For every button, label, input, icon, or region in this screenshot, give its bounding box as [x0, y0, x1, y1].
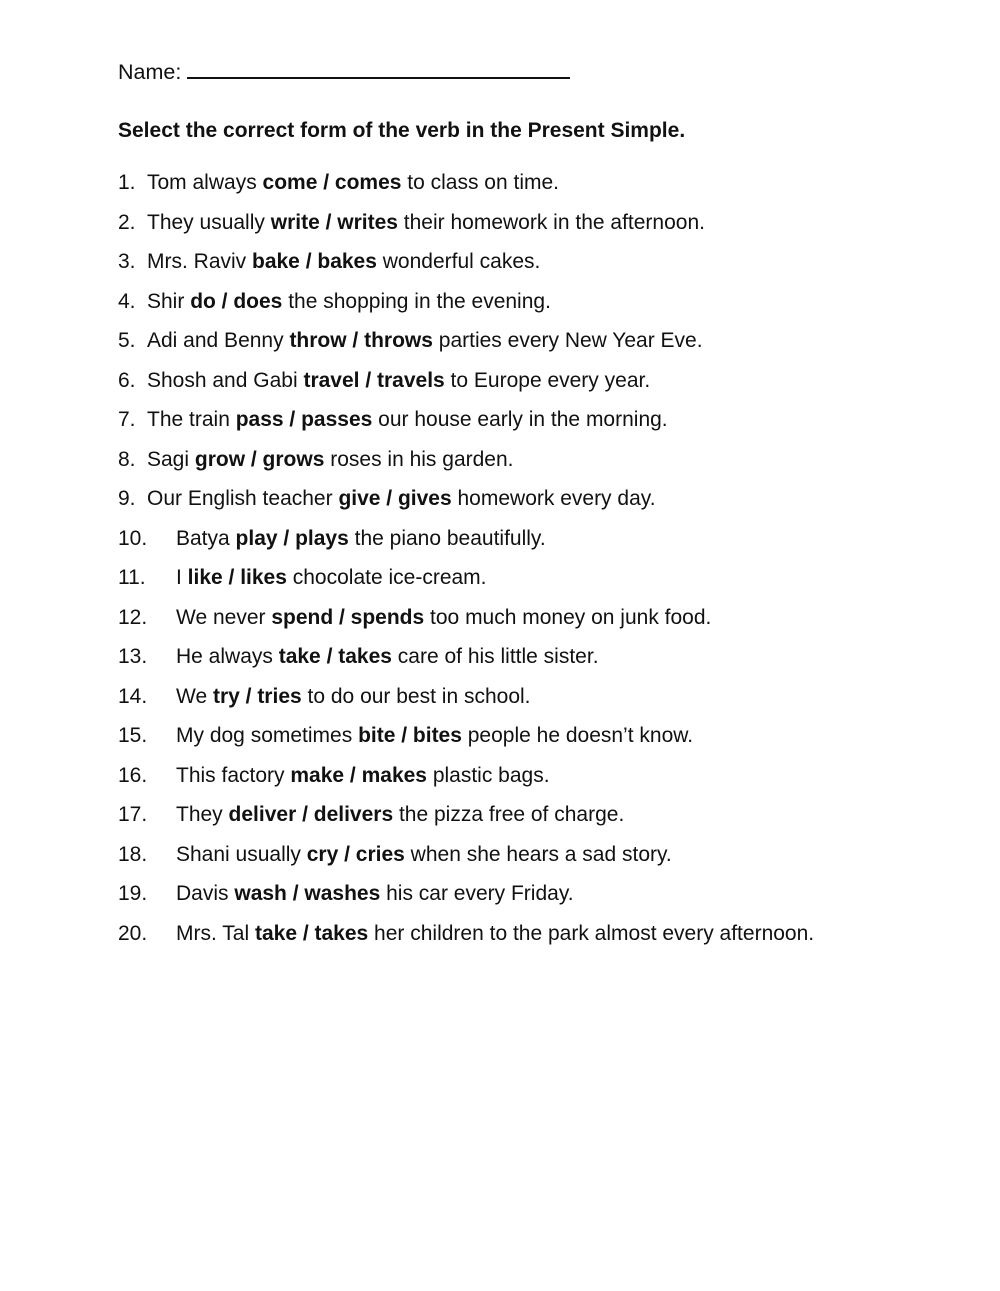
- item-number: 10.: [118, 526, 148, 550]
- verb-options[interactable]: deliver / delivers: [228, 803, 394, 826]
- exercise-item: [0, 880, 1000, 908]
- sentence-after: the piano beautifully.: [348, 526, 546, 550]
- sentence-after: plastic bags.: [426, 763, 550, 787]
- item-sentence: [147, 327, 703, 355]
- sentence-before: Mrs. Tal: [176, 921, 255, 945]
- sentence-after: when she hears a sad story.: [404, 842, 672, 866]
- exercise-item: [0, 288, 1000, 316]
- verb-options[interactable]: take / takes: [278, 645, 392, 668]
- sentence-before: I: [176, 566, 188, 589]
- exercise-item: [0, 801, 1000, 829]
- exercise-item: [0, 446, 1000, 474]
- name-blank[interactable]: [187, 57, 570, 79]
- sentence-before: Our English teacher: [147, 487, 339, 510]
- item-number: 6.: [118, 368, 136, 392]
- verb-options[interactable]: spend / spends: [271, 605, 425, 629]
- sentence-after: chocolate ice-cream.: [286, 566, 487, 589]
- item-sentence: [176, 920, 814, 948]
- verb-options[interactable]: pass / passes: [235, 408, 373, 431]
- sentence-before: Shani usually: [176, 842, 307, 866]
- sentence-before: They: [176, 803, 229, 826]
- verb-options[interactable]: like / likes: [187, 566, 287, 589]
- exercise-item: [0, 367, 1000, 395]
- sentence-before: Davis: [176, 882, 235, 905]
- sentence-after: to class on time.: [401, 171, 559, 194]
- verb-options[interactable]: do / does: [190, 289, 283, 313]
- item-sentence: [176, 762, 550, 790]
- item-sentence: [176, 841, 672, 869]
- item-sentence: [176, 643, 599, 671]
- sentence-after: too much money on junk food.: [424, 605, 712, 629]
- verb-options[interactable]: come / comes: [262, 171, 402, 194]
- item-number: 13.: [118, 645, 148, 668]
- sentence-before: Mrs. Raviv: [147, 250, 252, 273]
- verb-options[interactable]: take / takes: [254, 921, 369, 945]
- item-number: 18.: [118, 842, 148, 866]
- sentence-after: people he doesn’t know.: [461, 724, 694, 747]
- item-sentence: [147, 446, 514, 474]
- sentence-before: Tom always: [147, 171, 263, 194]
- verb-options[interactable]: play / plays: [235, 526, 349, 550]
- item-number: 3.: [118, 250, 136, 273]
- item-number: 9.: [118, 487, 136, 510]
- verb-options[interactable]: write / writes: [270, 210, 398, 234]
- item-sentence: [176, 880, 574, 908]
- item-number: 16.: [118, 763, 148, 787]
- verb-options[interactable]: bake / bakes: [252, 250, 377, 273]
- item-sentence: [147, 169, 559, 197]
- sentence-after: roses in his garden.: [324, 447, 514, 471]
- exercise-item: [0, 643, 1000, 671]
- exercise-item: [0, 604, 1000, 632]
- sentence-before: Batya: [176, 526, 236, 550]
- sentence-before: Sagi: [147, 447, 195, 471]
- verb-options[interactable]: travel / travels: [303, 368, 445, 392]
- sentence-before: My dog sometimes: [176, 724, 359, 747]
- sentence-after: their homework in the afternoon.: [397, 210, 705, 234]
- exercise-item: [0, 841, 1000, 869]
- sentence-before: They usually: [147, 210, 271, 234]
- sentence-before: Adi and Benny: [147, 329, 290, 352]
- verb-options[interactable]: give / gives: [338, 487, 452, 510]
- sentence-after: wonderful cakes.: [376, 250, 541, 273]
- sentence-after: the pizza free of charge.: [393, 803, 625, 826]
- item-sentence: [176, 801, 624, 829]
- exercise-item: [0, 327, 1000, 355]
- item-number: 15.: [118, 724, 148, 747]
- exercise-item: [0, 209, 1000, 237]
- verb-options[interactable]: try / tries: [212, 684, 302, 708]
- item-sentence: [176, 564, 487, 592]
- item-number: 11.: [118, 566, 146, 589]
- sentence-after: parties every New Year Eve.: [432, 329, 703, 352]
- item-number: 19.: [118, 882, 148, 905]
- verb-options[interactable]: bite / bites: [358, 724, 462, 747]
- sentence-before: This factory: [176, 763, 291, 787]
- sentence-before: He always: [176, 645, 279, 668]
- item-number: 12.: [118, 605, 148, 629]
- item-sentence: [176, 525, 546, 553]
- name-label: Name:: [118, 60, 182, 84]
- item-number: 5.: [118, 329, 136, 352]
- item-number: 1.: [118, 171, 136, 194]
- sentence-after: to do our best in school.: [301, 684, 531, 708]
- item-sentence: [147, 288, 551, 316]
- exercise-item: [0, 683, 1000, 711]
- sentence-after: her children to the park almost every afternoon.: [368, 921, 815, 945]
- sentence-before: We: [176, 684, 213, 708]
- verb-options[interactable]: cry / cries: [306, 842, 405, 866]
- item-number: 4.: [118, 289, 136, 313]
- item-sentence: [147, 485, 656, 513]
- exercise-item: [0, 920, 1000, 948]
- sentence-after: his car every Friday.: [380, 882, 574, 905]
- item-number: 7.: [118, 408, 136, 431]
- item-number: 2.: [118, 210, 136, 234]
- exercise-item: [0, 485, 1000, 513]
- sentence-before: Shosh and Gabi: [147, 368, 304, 392]
- exercise-item: [0, 564, 1000, 592]
- verb-options[interactable]: make / makes: [290, 763, 427, 787]
- verb-options[interactable]: grow / grows: [194, 447, 325, 471]
- exercise-item: [0, 762, 1000, 790]
- verb-options[interactable]: throw / throws: [289, 329, 433, 352]
- exercise-item: [0, 248, 1000, 276]
- item-number: 8.: [118, 447, 136, 471]
- verb-options[interactable]: wash / washes: [234, 882, 381, 905]
- item-number: 20.: [118, 921, 148, 945]
- exercise-item: [0, 169, 1000, 197]
- sentence-before: Shir: [147, 289, 191, 313]
- sentence-after: homework every day.: [451, 487, 656, 510]
- item-sentence: [147, 248, 540, 276]
- sentence-after: the shopping in the evening.: [282, 289, 551, 313]
- name-line: [118, 57, 570, 86]
- exercise-item: [0, 722, 1000, 750]
- item-sentence: [176, 683, 531, 711]
- item-sentence: [176, 604, 711, 632]
- exercise-item: [0, 406, 1000, 434]
- sentence-before: The train: [147, 408, 236, 431]
- sentence-after: to Europe every year.: [444, 368, 651, 392]
- item-sentence: [147, 406, 668, 434]
- item-sentence: [147, 367, 650, 395]
- item-number: 17.: [118, 803, 148, 826]
- item-sentence: [176, 722, 693, 750]
- exercise-item: [0, 525, 1000, 553]
- sentence-after: our house early in the morning.: [372, 408, 668, 431]
- item-sentence: [147, 209, 705, 237]
- sentence-before: We never: [176, 605, 272, 629]
- sentence-after: care of his little sister.: [391, 645, 599, 668]
- item-number: 14.: [118, 684, 148, 708]
- instructions: Select the correct form of the verb in the Present Simple.: [118, 119, 686, 142]
